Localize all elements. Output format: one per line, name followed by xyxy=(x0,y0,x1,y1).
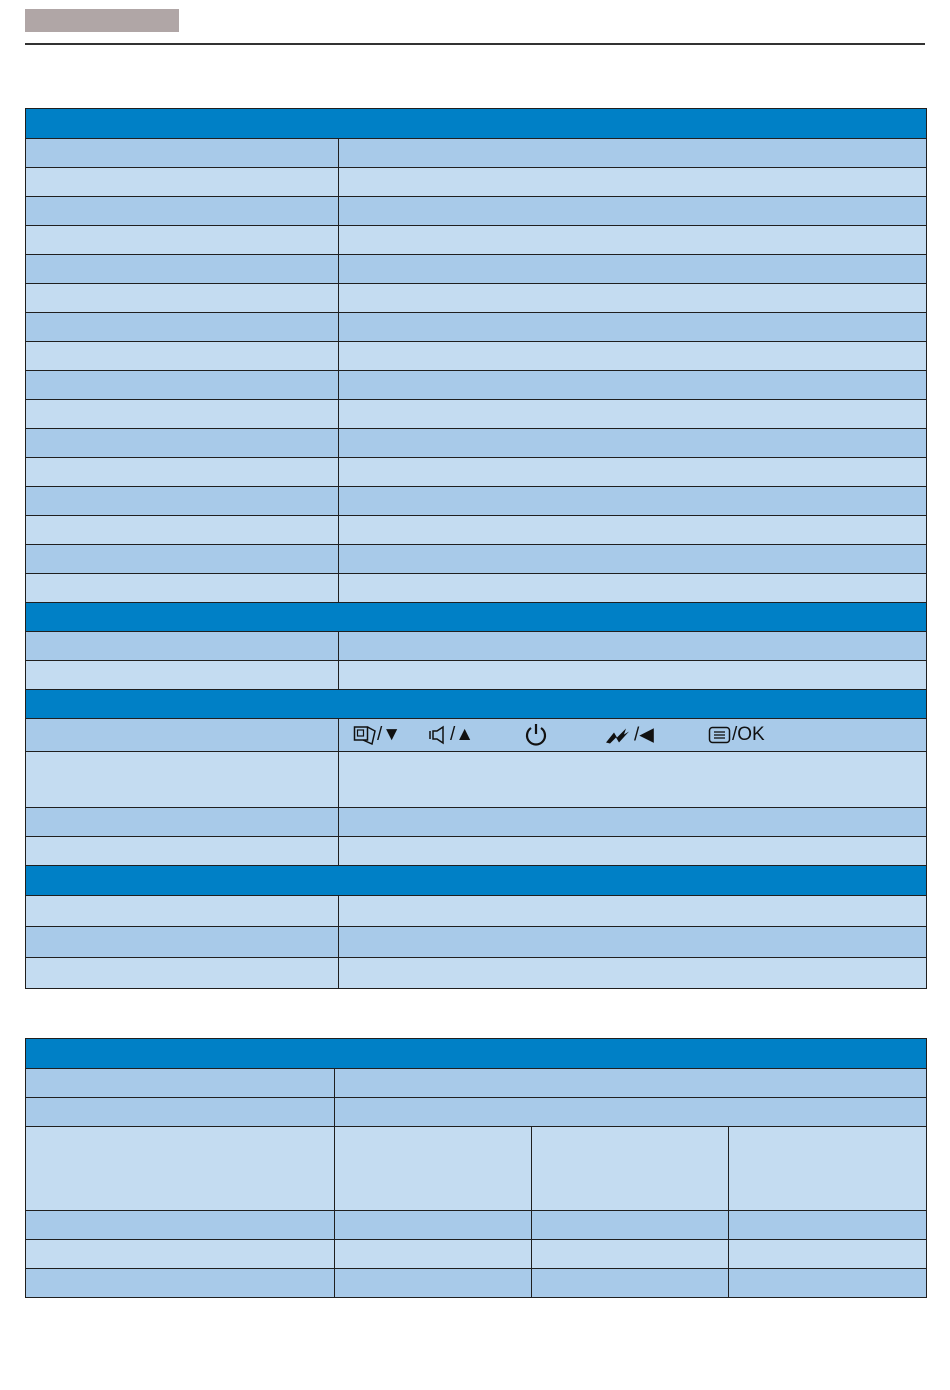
label-cell xyxy=(26,1269,335,1298)
input-button-symbol: /▼ xyxy=(377,724,402,745)
smartimage-button[interactable] xyxy=(604,724,654,747)
value-cell xyxy=(339,168,927,197)
value-cell xyxy=(339,139,927,168)
section-header-row xyxy=(26,866,927,896)
value-cell xyxy=(729,1240,927,1269)
value-cell xyxy=(532,1240,729,1269)
label-cell xyxy=(26,719,339,752)
power-icon xyxy=(523,722,549,748)
value-cell xyxy=(339,284,927,313)
value-cell xyxy=(339,487,927,516)
label-cell xyxy=(26,896,339,927)
table-row xyxy=(26,808,927,837)
value-cell xyxy=(339,896,927,927)
table-row xyxy=(26,255,927,284)
table-row xyxy=(26,516,927,545)
menu-ok-button[interactable] xyxy=(708,724,765,746)
volume-icon xyxy=(428,725,450,745)
table-row xyxy=(26,487,927,516)
value-cell xyxy=(339,927,927,958)
label-cell xyxy=(26,661,339,690)
label-cell xyxy=(26,574,339,603)
label-cell xyxy=(26,545,339,574)
table-row xyxy=(26,226,927,255)
value-cell xyxy=(335,1240,532,1269)
value-cell xyxy=(339,516,927,545)
input-button[interactable] xyxy=(353,724,401,746)
section-header-row xyxy=(26,109,927,139)
value-cell xyxy=(339,197,927,226)
label-cell xyxy=(26,1240,335,1269)
table-row xyxy=(26,284,927,313)
label-cell xyxy=(26,342,339,371)
value-cell xyxy=(339,752,927,808)
input-icon xyxy=(353,725,377,745)
value-cell xyxy=(339,458,927,487)
spec-table-1 xyxy=(25,108,927,989)
volume-button[interactable] xyxy=(428,724,474,746)
table-row xyxy=(26,139,927,168)
value-cell xyxy=(339,958,927,989)
header-tab-marker xyxy=(25,9,179,32)
label-cell xyxy=(26,837,339,866)
value-cell xyxy=(339,632,927,661)
controls-cell xyxy=(339,719,927,752)
value-cell xyxy=(335,1211,532,1240)
label-cell xyxy=(26,1069,335,1098)
label-cell xyxy=(26,1098,335,1127)
table-row xyxy=(26,958,927,989)
table-row xyxy=(26,1240,927,1269)
table-row xyxy=(26,1211,927,1240)
value-cell xyxy=(339,226,927,255)
label-cell xyxy=(26,168,339,197)
value-cell xyxy=(335,1069,927,1098)
value-cell xyxy=(339,313,927,342)
table-row xyxy=(26,837,927,866)
value-cell xyxy=(532,1211,729,1240)
section-header-cell xyxy=(26,109,927,139)
label-cell xyxy=(26,255,339,284)
table-row xyxy=(26,896,927,927)
smartimage-button-symbol: /◀ xyxy=(634,724,654,746)
label-cell xyxy=(26,458,339,487)
label-cell xyxy=(26,1127,335,1211)
label-cell xyxy=(26,516,339,545)
label-cell xyxy=(26,429,339,458)
section-header-row xyxy=(26,1039,927,1069)
table-row xyxy=(26,1098,927,1127)
value-cell xyxy=(729,1269,927,1298)
value-cell xyxy=(532,1269,729,1298)
label-cell xyxy=(26,808,339,837)
section-header-cell xyxy=(26,1039,927,1069)
value-cell xyxy=(339,837,927,866)
section-header-row xyxy=(26,690,927,719)
spec-table-2 xyxy=(25,1038,927,1298)
value-cell xyxy=(335,1127,532,1211)
label-cell xyxy=(26,371,339,400)
table-row xyxy=(26,429,927,458)
table-row xyxy=(26,371,927,400)
value-cell xyxy=(339,429,927,458)
table-row xyxy=(26,1269,927,1298)
table-row xyxy=(26,458,927,487)
controls-row xyxy=(26,719,927,752)
value-cell xyxy=(335,1098,927,1127)
section-header-cell xyxy=(26,603,927,632)
table-row xyxy=(26,632,927,661)
section-header-cell xyxy=(26,690,927,719)
value-cell xyxy=(339,545,927,574)
table-row xyxy=(26,1069,927,1098)
table-row xyxy=(26,1127,927,1211)
label-cell xyxy=(26,400,339,429)
table-row xyxy=(26,197,927,226)
section-header-row xyxy=(26,603,927,632)
value-cell xyxy=(335,1269,532,1298)
table-row xyxy=(26,342,927,371)
value-cell xyxy=(339,574,927,603)
label-cell xyxy=(26,958,339,989)
section-header-cell xyxy=(26,866,927,896)
power-button[interactable] xyxy=(523,722,549,748)
menu-icon xyxy=(708,726,732,744)
value-cell xyxy=(339,342,927,371)
value-cell xyxy=(339,371,927,400)
value-cell xyxy=(729,1211,927,1240)
value-cell xyxy=(532,1127,729,1211)
table-row xyxy=(26,661,927,690)
table-row xyxy=(26,313,927,342)
label-cell xyxy=(26,1211,335,1240)
volume-button-symbol: /▲ xyxy=(450,724,475,745)
label-cell xyxy=(26,927,339,958)
label-cell xyxy=(26,752,339,808)
smartimage-icon xyxy=(604,725,634,745)
label-cell xyxy=(26,139,339,168)
label-cell xyxy=(26,197,339,226)
value-cell xyxy=(339,255,927,284)
label-cell xyxy=(26,632,339,661)
table-row xyxy=(26,400,927,429)
label-cell xyxy=(26,487,339,516)
label-cell xyxy=(26,284,339,313)
table-row xyxy=(26,752,927,808)
value-cell xyxy=(339,400,927,429)
value-cell xyxy=(729,1127,927,1211)
table-row xyxy=(26,574,927,603)
header-rule xyxy=(25,43,925,45)
label-cell xyxy=(26,226,339,255)
value-cell xyxy=(339,808,927,837)
menu-ok-button-symbol: /OK xyxy=(732,724,765,745)
table-row xyxy=(26,545,927,574)
label-cell xyxy=(26,313,339,342)
table-row xyxy=(26,927,927,958)
value-cell xyxy=(339,661,927,690)
table-row xyxy=(26,168,927,197)
